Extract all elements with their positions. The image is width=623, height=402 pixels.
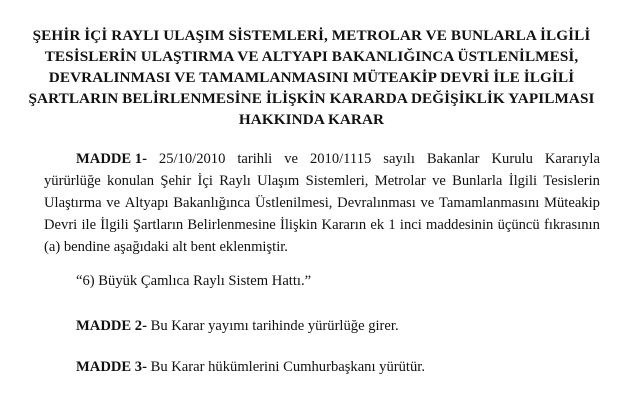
word: Sistemleri, <box>305 173 369 189</box>
article-3-label: MADDE 3- <box>76 359 147 375</box>
word: ve <box>420 195 435 211</box>
word: Altyapı <box>124 195 169 211</box>
word: İlişkin <box>280 217 318 233</box>
word: ile <box>81 217 97 233</box>
word: Metrolar <box>374 173 426 189</box>
word: 2010/1115 <box>309 151 372 167</box>
word: Ulaşım <box>257 173 300 189</box>
title-line: ŞARTLARIN BELİRLENMESİNE İLİŞKİN KARARDA DEĞİŞİKLİK YAPILMASI <box>28 90 595 107</box>
word: ve <box>284 151 298 167</box>
article-2-text: Bu Karar yayımı tarihinde yürürlüğe girer. <box>146 318 399 334</box>
word: Bunlarla <box>452 173 503 189</box>
document-title <box>20 25 603 130</box>
word: sayılı <box>383 151 415 167</box>
word: ve <box>106 195 121 211</box>
title-line: HAKKINDA KARAR <box>238 111 385 128</box>
article-2 <box>76 318 399 335</box>
article-1-line <box>44 148 600 170</box>
word: İçi <box>197 173 213 189</box>
title-line: TESİSLERİN ULAŞTIRMA VE ALTYAPI BAKANLIĞINCA ÜSTLENİLMESİ, <box>44 48 579 65</box>
word: Devri <box>44 217 78 233</box>
word: konulan <box>107 173 155 189</box>
word: ek <box>370 217 385 233</box>
article-1-label: MADDE 1- <box>76 151 147 167</box>
article-3 <box>76 359 425 376</box>
word: maddesinin <box>426 217 494 233</box>
word: Belirlenmesine <box>187 217 276 233</box>
article-1-last-line: (a) bendine aşağıdaki alt bent eklenmiştir. <box>44 239 288 255</box>
word: Bakanlar <box>426 151 480 167</box>
article-1 <box>44 148 600 258</box>
title-line: ŞEHİR İÇİ RAYLI ULAŞIM SİSTEMLERİ, METROLAR VE BUNLARLA İLGİLİ <box>32 27 591 44</box>
word: ve <box>432 173 446 189</box>
word: Şartların <box>132 217 184 233</box>
word: Kararın <box>321 217 367 233</box>
word: Müteakip <box>544 195 600 211</box>
word: İlgili <box>508 173 538 189</box>
word: Raylı <box>219 173 251 189</box>
article-1-line <box>44 192 600 214</box>
word: Tesislerin <box>543 173 600 189</box>
title-line: DEVRALINMASI VE TAMAMLANMASINI MÜTEAKİP DEVRİ İLE İLGİLİ <box>48 69 575 86</box>
word: Ulaştırma <box>44 195 102 211</box>
word: Üstlenilmesi, <box>255 195 333 211</box>
word: yürürlüğe <box>44 173 101 189</box>
article-1-line <box>44 170 600 192</box>
word: üçüncü <box>497 217 540 233</box>
word: Kurulu <box>491 151 533 167</box>
word: inci <box>399 217 422 233</box>
word: tarihli <box>237 151 273 167</box>
word: Devralınması <box>337 195 416 211</box>
added-subparagraph-quote: “6) Büyük Çamlıca Raylı Sistem Hattı.” <box>76 273 312 289</box>
article-1-line <box>44 214 600 236</box>
word: 25/10/2010 <box>158 151 226 167</box>
word: Şehir <box>160 173 192 189</box>
word: 1 <box>388 217 396 233</box>
article-1-line <box>44 236 600 258</box>
word: İlgili <box>100 217 129 233</box>
article-3-text: Bu Karar hükümlerini Cumhurbaşkanı yürütür. <box>146 359 425 375</box>
word: fıkrasının <box>543 217 600 233</box>
article-2-label: MADDE 2- <box>76 318 147 334</box>
word: Bakanlığınca <box>173 195 251 211</box>
word: Kararıyla <box>544 151 600 167</box>
word: Tamamlanmasını <box>439 195 540 211</box>
